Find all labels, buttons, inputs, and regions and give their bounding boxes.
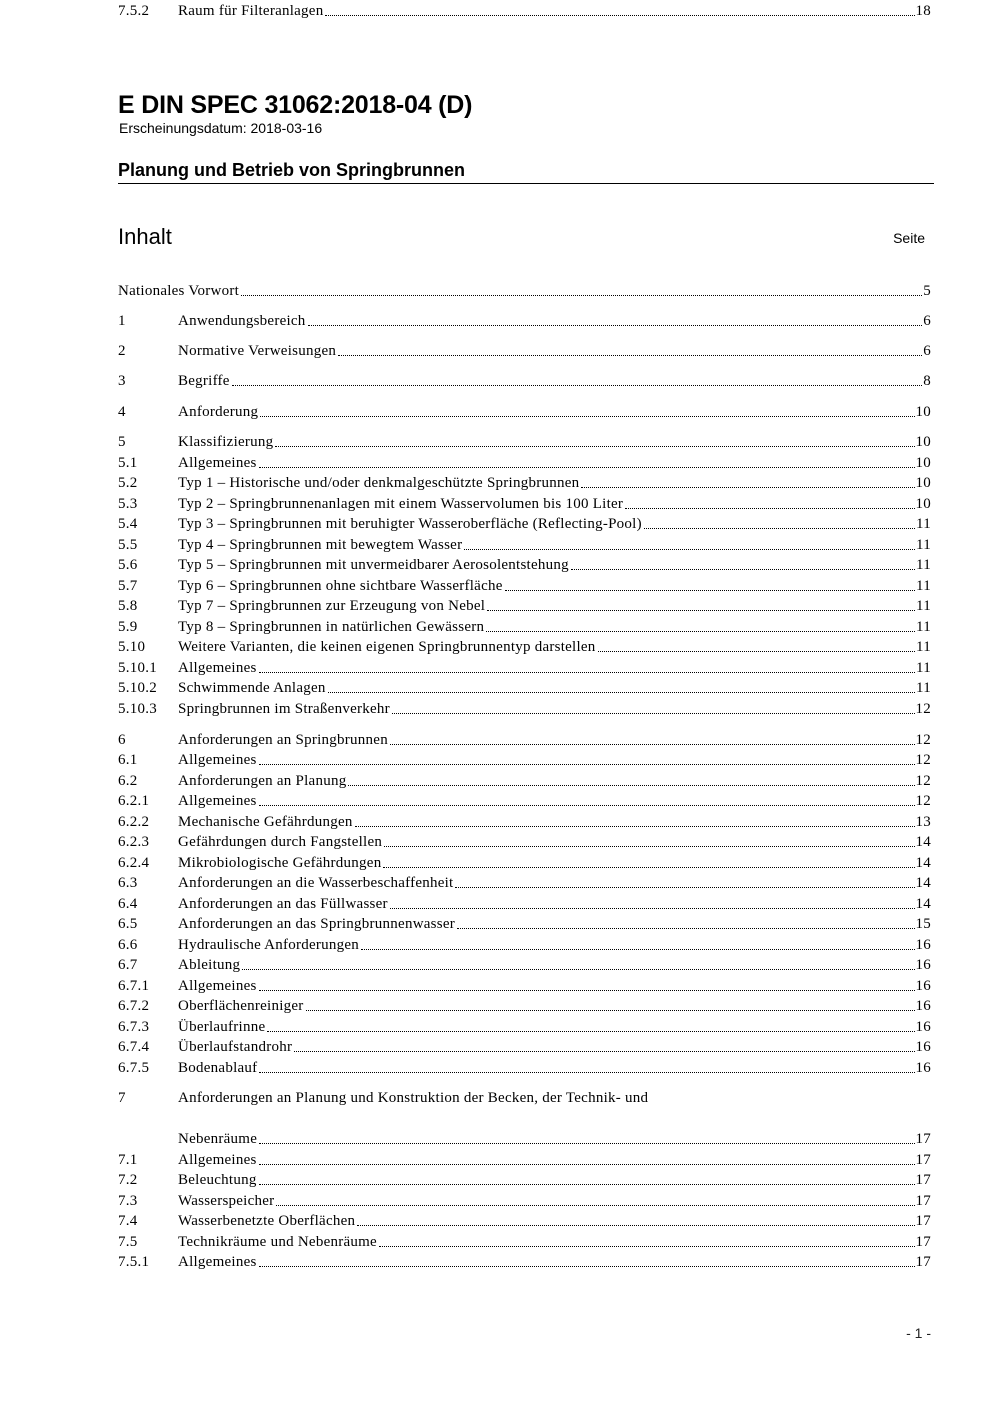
toc-entry-number: 5.9 xyxy=(118,619,138,635)
toc-entry-number: 5.7 xyxy=(118,578,138,594)
toc-entry-title: Anforderungen an das Füllwasser xyxy=(178,896,388,912)
toc-entry-title: Typ 4 – Springbrunnen mit bewegtem Wasser xyxy=(178,537,463,553)
toc-entry-page: 6 xyxy=(923,313,931,329)
dot-leader xyxy=(241,295,922,296)
toc-entry-title: Anforderungen an Planung xyxy=(178,773,347,789)
toc-entry-number: 6.7.2 xyxy=(118,998,150,1014)
toc-entry[interactable] xyxy=(118,401,931,422)
toc-entry[interactable] xyxy=(118,340,931,361)
dot-leader xyxy=(259,467,915,468)
toc-entry[interactable] xyxy=(118,749,931,770)
toc-entry-page: 12 xyxy=(915,773,931,789)
toc-entry[interactable] xyxy=(118,370,931,391)
dot-leader xyxy=(625,508,914,509)
toc-entry-page: 14 xyxy=(915,875,931,891)
toc-entry-title: Anforderung xyxy=(178,404,259,420)
toc-entry-page: 11 xyxy=(916,537,931,553)
toc-entry[interactable] xyxy=(118,575,931,596)
dot-leader xyxy=(390,908,915,909)
dot-leader xyxy=(259,672,915,673)
dot-leader xyxy=(260,416,914,417)
toc-entry-page: 13 xyxy=(915,814,931,830)
toc-entry-number: 5.2 xyxy=(118,475,138,491)
toc-entry-number: 5.5 xyxy=(118,537,138,553)
toc-entry-number: 6.4 xyxy=(118,896,138,912)
toc-entry-number: 6.2.2 xyxy=(118,814,150,830)
dot-leader xyxy=(598,651,916,652)
toc-entry[interactable] xyxy=(118,729,931,750)
toc-entry[interactable] xyxy=(118,1149,931,1170)
toc-entry[interactable] xyxy=(118,913,931,934)
toc-entry-number: 5.10.1 xyxy=(118,660,157,676)
toc-entry-number: 5.3 xyxy=(118,496,138,512)
toc-entry-number: 5.10.3 xyxy=(118,701,157,717)
toc-entry-page: 14 xyxy=(915,834,931,850)
publication-date: Erscheinungsdatum: 2018-03-16 xyxy=(119,120,323,136)
toc-entry-number: 7.3 xyxy=(118,1193,138,1209)
toc-entry-title: Anwendungsbereich xyxy=(178,313,306,329)
toc-entry-number: 3 xyxy=(118,373,126,389)
toc-entry-title: Raum für Filteranlagen xyxy=(178,3,324,19)
dot-leader xyxy=(455,887,914,888)
dot-leader xyxy=(232,385,923,386)
toc-entry-title: Wasserspeicher xyxy=(178,1193,275,1209)
toc-entry-page: 17 xyxy=(915,1172,931,1188)
toc-entry-number: 6.7.5 xyxy=(118,1060,150,1076)
toc-entry[interactable] xyxy=(118,534,931,555)
toc-entry[interactable] xyxy=(118,280,931,301)
toc-entry-title: Allgemeines xyxy=(178,752,257,768)
toc-entry-number: 6.7.3 xyxy=(118,1019,150,1035)
toc-entry[interactable] xyxy=(118,790,931,811)
toc-entry-continuation[interactable] xyxy=(118,1128,931,1149)
toc-entry[interactable] xyxy=(118,677,931,698)
toc-entry-page: 10 xyxy=(915,496,931,512)
dot-leader xyxy=(390,744,915,745)
toc-entry-page: 11 xyxy=(916,619,931,635)
toc-entry-title: Ableitung xyxy=(178,957,241,973)
toc-entry-page: 16 xyxy=(915,998,931,1014)
toc-entry-number: 6.7.1 xyxy=(118,978,150,994)
toc-entry-number: 7.5.2 xyxy=(118,3,150,19)
toc-entry-page: 12 xyxy=(915,732,931,748)
toc-entry-page: 5 xyxy=(923,283,931,299)
toc-entry[interactable] xyxy=(118,934,931,955)
toc-entry-number: 7.4 xyxy=(118,1213,138,1229)
dot-leader xyxy=(328,692,915,693)
toc-entry-number: 6.7.4 xyxy=(118,1039,150,1055)
toc-entry-title: Mechanische Gefährdungen xyxy=(178,814,353,830)
dot-leader xyxy=(259,1164,915,1165)
dot-leader xyxy=(242,969,914,970)
document-title: Planung und Betrieb von Springbrunnen xyxy=(118,160,465,180)
toc-entry-page: 16 xyxy=(915,1019,931,1035)
dot-leader xyxy=(487,610,915,611)
toc-entry[interactable] xyxy=(118,893,931,914)
toc-entry[interactable] xyxy=(118,698,931,719)
toc-entry-title: Anforderungen an Springbrunnen xyxy=(178,732,388,748)
toc-entry-page: 12 xyxy=(915,752,931,768)
toc-entry-title: Allgemeines xyxy=(178,1152,257,1168)
toc-entry-page: 10 xyxy=(915,434,931,450)
toc-entry-title-continuation: Nebenräume xyxy=(178,1131,258,1147)
toc-entry-title: Springbrunnen im Straßenverkehr xyxy=(178,701,390,717)
page-column-label: Seite xyxy=(893,230,925,246)
toc-heading: Inhalt xyxy=(118,224,172,249)
title-divider xyxy=(118,183,934,184)
toc-entry[interactable] xyxy=(118,472,931,493)
toc-entry-page: 16 xyxy=(915,1039,931,1055)
toc-entry-page: 11 xyxy=(916,578,931,594)
toc-entry-page: 16 xyxy=(915,957,931,973)
dot-leader xyxy=(355,826,915,827)
dot-leader xyxy=(308,325,923,326)
dot-leader xyxy=(379,1246,915,1247)
dot-leader xyxy=(276,1205,914,1206)
toc-entry-page: 17 xyxy=(915,1193,931,1209)
toc-entry-number: 7.5 xyxy=(118,1234,138,1250)
toc-entry-page: 11 xyxy=(916,516,931,532)
toc-entry-title: Typ 1 – Historische und/oder denkmalgeschützte Springbrunnen xyxy=(178,475,580,491)
dot-leader xyxy=(457,928,914,929)
toc-entry-title: Oberflächenreiniger xyxy=(178,998,304,1014)
toc-entry-page: 17 xyxy=(915,1152,931,1168)
toc-entry[interactable] xyxy=(118,1231,931,1252)
toc-entry-title: Wasserbenetzte Oberflächen xyxy=(178,1213,356,1229)
toc-entry-title: Allgemeines xyxy=(178,793,257,809)
toc-entry[interactable] xyxy=(118,1036,931,1057)
toc-entry-page: 16 xyxy=(915,1060,931,1076)
toc-entry-number: 5.10 xyxy=(118,639,146,655)
toc-entry-title: Technikräume und Nebenräume xyxy=(178,1234,377,1250)
toc-entry-page: 17 xyxy=(915,1234,931,1250)
toc-entry-title: Allgemeines xyxy=(178,978,257,994)
dot-leader xyxy=(259,1184,915,1185)
toc-entry[interactable] xyxy=(118,975,931,996)
toc-entry[interactable] xyxy=(118,0,931,21)
toc-entry-title: Weitere Varianten, die keinen eigenen Springbrunnentyp darstellen xyxy=(178,639,596,655)
toc-entry[interactable] xyxy=(118,513,931,534)
toc-entry-title: Begriffe xyxy=(178,373,230,389)
toc-entry-page: 17 xyxy=(915,1213,931,1229)
dot-leader xyxy=(384,846,914,847)
toc-entry-page: 18 xyxy=(915,3,931,19)
toc-entry[interactable] xyxy=(118,1190,931,1211)
toc-entry[interactable] xyxy=(118,636,931,657)
toc-entry[interactable] xyxy=(118,657,931,678)
toc-entry-page: 16 xyxy=(915,978,931,994)
toc-entry[interactable] xyxy=(118,431,931,452)
toc-entry-number: 2 xyxy=(118,343,126,359)
toc-entry-title: Klassifizierung xyxy=(178,434,274,450)
toc-entry-page: 11 xyxy=(916,598,931,614)
dot-leader xyxy=(294,1051,914,1052)
toc-entry[interactable] xyxy=(118,1087,931,1108)
dot-leader xyxy=(348,785,914,786)
dot-leader xyxy=(325,15,914,16)
toc-entry-number: 4 xyxy=(118,404,126,420)
dot-leader xyxy=(361,949,914,950)
toc-entry-title: Normative Verweisungen xyxy=(178,343,337,359)
toc-entry-number: 5.4 xyxy=(118,516,138,532)
dot-leader xyxy=(259,805,915,806)
toc-entry[interactable] xyxy=(118,452,931,473)
dot-leader xyxy=(505,590,915,591)
toc-entry-number: 6.5 xyxy=(118,916,138,932)
toc-entry[interactable] xyxy=(118,1251,931,1272)
page-number: - 1 - xyxy=(906,1325,931,1341)
toc-entry-title: Mikrobiologische Gefährdungen xyxy=(178,855,382,871)
toc-entry-number: 6.3 xyxy=(118,875,138,891)
toc-entry-number: 5.6 xyxy=(118,557,138,573)
toc-entry-number: 6.2.3 xyxy=(118,834,150,850)
toc-entry-page: 17 xyxy=(915,1254,931,1270)
toc-entry-page: 10 xyxy=(915,475,931,491)
toc-entry-number: 7.5.1 xyxy=(118,1254,150,1270)
toc-entry[interactable] xyxy=(118,872,931,893)
dot-leader xyxy=(259,1143,914,1144)
dot-leader xyxy=(259,764,915,765)
toc-entry-title: Typ 6 – Springbrunnen ohne sichtbare Wasserfläche xyxy=(178,578,503,594)
toc-entry-page: 12 xyxy=(915,793,931,809)
toc-entry-title: Bodenablauf xyxy=(178,1060,258,1076)
dot-leader xyxy=(644,528,915,529)
toc-entry-title: Gefährdungen durch Fangstellen xyxy=(178,834,383,850)
toc-entry-title: Hydraulische Anforderungen xyxy=(178,937,360,953)
toc-entry[interactable] xyxy=(118,954,931,975)
toc-entry[interactable] xyxy=(118,310,931,331)
toc-entry[interactable] xyxy=(118,616,931,637)
toc-entry[interactable] xyxy=(118,852,931,873)
standard-designation: E DIN SPEC 31062:2018-04 (D) xyxy=(118,91,473,119)
dot-leader xyxy=(275,446,914,447)
toc-entry-title: Anforderungen an Planung und Konstruktion der Becken, der Technik- und xyxy=(178,1090,649,1106)
toc-entry-page: 11 xyxy=(916,639,931,655)
toc-entry-number: 6.6 xyxy=(118,937,138,953)
toc-entry-number: 5.1 xyxy=(118,455,138,471)
toc-entry-title: Nationales Vorwort xyxy=(118,283,240,299)
toc-entry-number: 6.2.4 xyxy=(118,855,150,871)
toc-entry[interactable] xyxy=(118,1210,931,1231)
toc-entry-number: 7.2 xyxy=(118,1172,138,1188)
toc-entry-page: 14 xyxy=(915,855,931,871)
toc-entry-number: 6.2 xyxy=(118,773,138,789)
toc-entry-title: Überlaufstandrohr xyxy=(178,1039,293,1055)
toc-entry-title: Schwimmende Anlagen xyxy=(178,680,326,696)
toc-entry-title: Beleuchtung xyxy=(178,1172,257,1188)
toc-entry-page: 11 xyxy=(916,557,931,573)
toc-entry-page: 11 xyxy=(916,680,931,696)
toc-entry-number: 7 xyxy=(118,1090,126,1106)
toc-entry-title: Typ 5 – Springbrunnen mit unvermeidbarer Aerosolentstehung xyxy=(178,557,569,573)
toc-entry[interactable] xyxy=(118,595,931,616)
toc-entry[interactable] xyxy=(118,1057,931,1078)
toc-entry-title: Allgemeines xyxy=(178,1254,257,1270)
dot-leader xyxy=(392,713,915,714)
toc-entry[interactable] xyxy=(118,1016,931,1037)
toc-entry-title: Überlaufrinne xyxy=(178,1019,266,1035)
dot-leader xyxy=(338,355,922,356)
dot-leader xyxy=(306,1010,915,1011)
toc-entry-page: 10 xyxy=(915,455,931,471)
toc-entry[interactable] xyxy=(118,770,931,791)
toc-entry-number: 6.7 xyxy=(118,957,138,973)
toc-entry-page: 14 xyxy=(915,896,931,912)
toc-entry-number: 6.1 xyxy=(118,752,138,768)
toc-entry[interactable] xyxy=(118,831,931,852)
toc-entry-page: 10 xyxy=(915,404,931,420)
dot-leader xyxy=(581,487,914,488)
toc-entry-title: Allgemeines xyxy=(178,660,257,676)
toc-entry-number: 7.1 xyxy=(118,1152,138,1168)
toc-entry-title: Typ 2 – Springbrunnenanlagen mit einem Wasservolumen bis 100 Liter xyxy=(178,496,624,512)
dot-leader xyxy=(486,631,915,632)
toc-entry[interactable] xyxy=(118,811,931,832)
dot-leader xyxy=(357,1225,914,1226)
toc-entry-number: 5 xyxy=(118,434,126,450)
toc-entry[interactable] xyxy=(118,995,931,1016)
dot-leader xyxy=(259,1266,915,1267)
toc-entry-title: Typ 7 – Springbrunnen zur Erzeugung von Nebel xyxy=(178,598,486,614)
toc-entry[interactable] xyxy=(118,554,931,575)
toc-entry-page: 15 xyxy=(915,916,931,932)
toc-entry-title: Anforderungen an das Springbrunnenwasser xyxy=(178,916,456,932)
toc-entry-number: 1 xyxy=(118,313,126,329)
dot-leader xyxy=(259,1072,914,1073)
toc-entry-page: 8 xyxy=(923,373,931,389)
toc-entry-page: 6 xyxy=(923,343,931,359)
dot-leader xyxy=(267,1031,914,1032)
toc-entry-page: 16 xyxy=(915,937,931,953)
toc-entry[interactable] xyxy=(118,493,931,514)
toc-entry-number: 5.8 xyxy=(118,598,138,614)
toc-entry-number: 5.10.2 xyxy=(118,680,157,696)
toc-entry-title: Typ 3 – Springbrunnen mit beruhigter Wasseroberfläche (Reflecting-Pool) xyxy=(178,516,642,532)
dot-leader xyxy=(259,990,915,991)
toc-entry-title: Typ 8 – Springbrunnen in natürlichen Gewässern xyxy=(178,619,485,635)
dot-leader xyxy=(571,569,915,570)
toc-entry-page: 11 xyxy=(916,660,931,676)
dot-leader xyxy=(383,867,914,868)
toc-entry-title: Allgemeines xyxy=(178,455,257,471)
toc-entry-number: 6 xyxy=(118,732,126,748)
dot-leader xyxy=(464,549,915,550)
toc-entry-page: 17 xyxy=(915,1131,931,1147)
toc-entry-title: Anforderungen an die Wasserbeschaffenheit xyxy=(178,875,454,891)
toc-entry-page: 12 xyxy=(915,701,931,717)
toc-entry[interactable] xyxy=(118,1169,931,1190)
toc-entry-number: 6.2.1 xyxy=(118,793,150,809)
